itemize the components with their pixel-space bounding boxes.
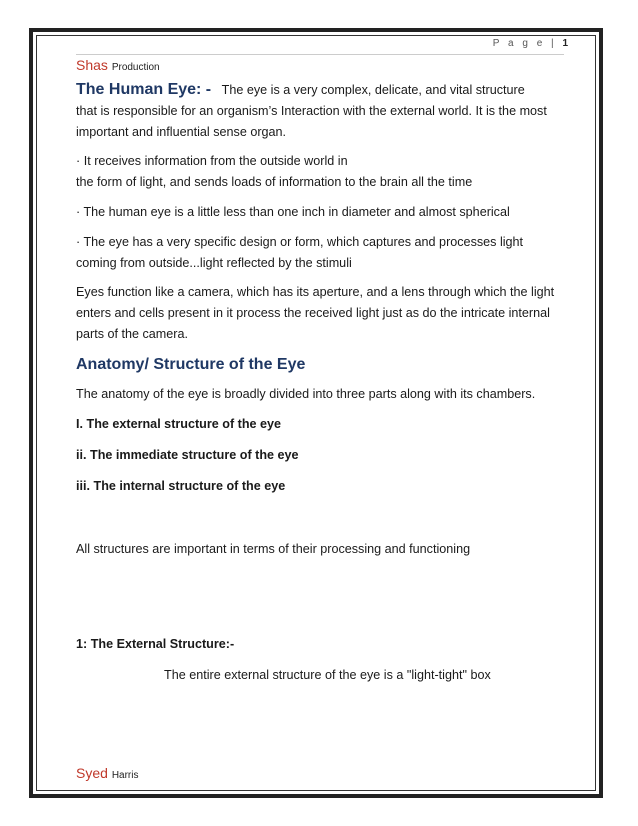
brand-subtitle: Production [111,62,160,73]
anatomy-part-2: ii. The immediate structure of the eye [76,448,299,462]
footer-first-name: Syed [76,765,108,781]
page-number: 1 [562,38,568,49]
camera-paragraph: Eyes function like a camera, which has its aperture, and a lens through which the light enters and cells present in it process the received light just as do the intricate internal parts of the camera. [76,285,555,341]
bullet-3-line1: · The eye has a very specific design or form, which captures and processes light [76,235,524,249]
page-label: P a g e [492,38,546,49]
page-separator: | [551,38,557,49]
bullet-3-line2: coming from outside...light reflected by the stimuli [76,256,352,270]
footer-author [76,765,138,781]
intro-text-line1: The eye is a very complex, delicate, and vital structure [221,83,525,97]
bullet-2 [76,202,562,223]
page-number-header [493,38,568,49]
bullet-1 [76,151,562,193]
anatomy-intro: The anatomy of the eye is broadly divided into three parts along with its chambers. [76,387,536,401]
intro-title: The Human Eye: - [76,81,212,98]
intro-paragraph [76,79,562,143]
bullet-2-line1: · The human eye is a little less than one inch in diameter and almost spherical [76,205,510,219]
bullet-1-line1: · It receives information from the outside world in [76,154,348,168]
brand-header [76,56,562,77]
intro-text-rest: that is responsible for an organism’s Interaction with the external world. It is the most important and influential sense organ. [76,104,547,139]
anatomy-summary: All structures are important in terms of their processing and functioning [76,542,471,556]
bullet-1-line2: the form of light, and sends loads of information to the brain all the time [76,175,473,189]
document-body [76,56,562,686]
anatomy-title: Anatomy/ Structure of the Eye [76,356,306,373]
external-structure-text: The entire external structure of the eye is a "light-tight" box [164,668,491,682]
bullet-3 [76,232,562,274]
header-rule [76,54,564,55]
brand-name: Shas [76,57,108,73]
external-structure-title: 1: The External Structure:- [76,637,235,651]
footer-last-name: Harris [111,770,139,781]
anatomy-part-1: I. The external structure of the eye [76,417,282,431]
anatomy-part-3: iii. The internal structure of the eye [76,479,286,493]
